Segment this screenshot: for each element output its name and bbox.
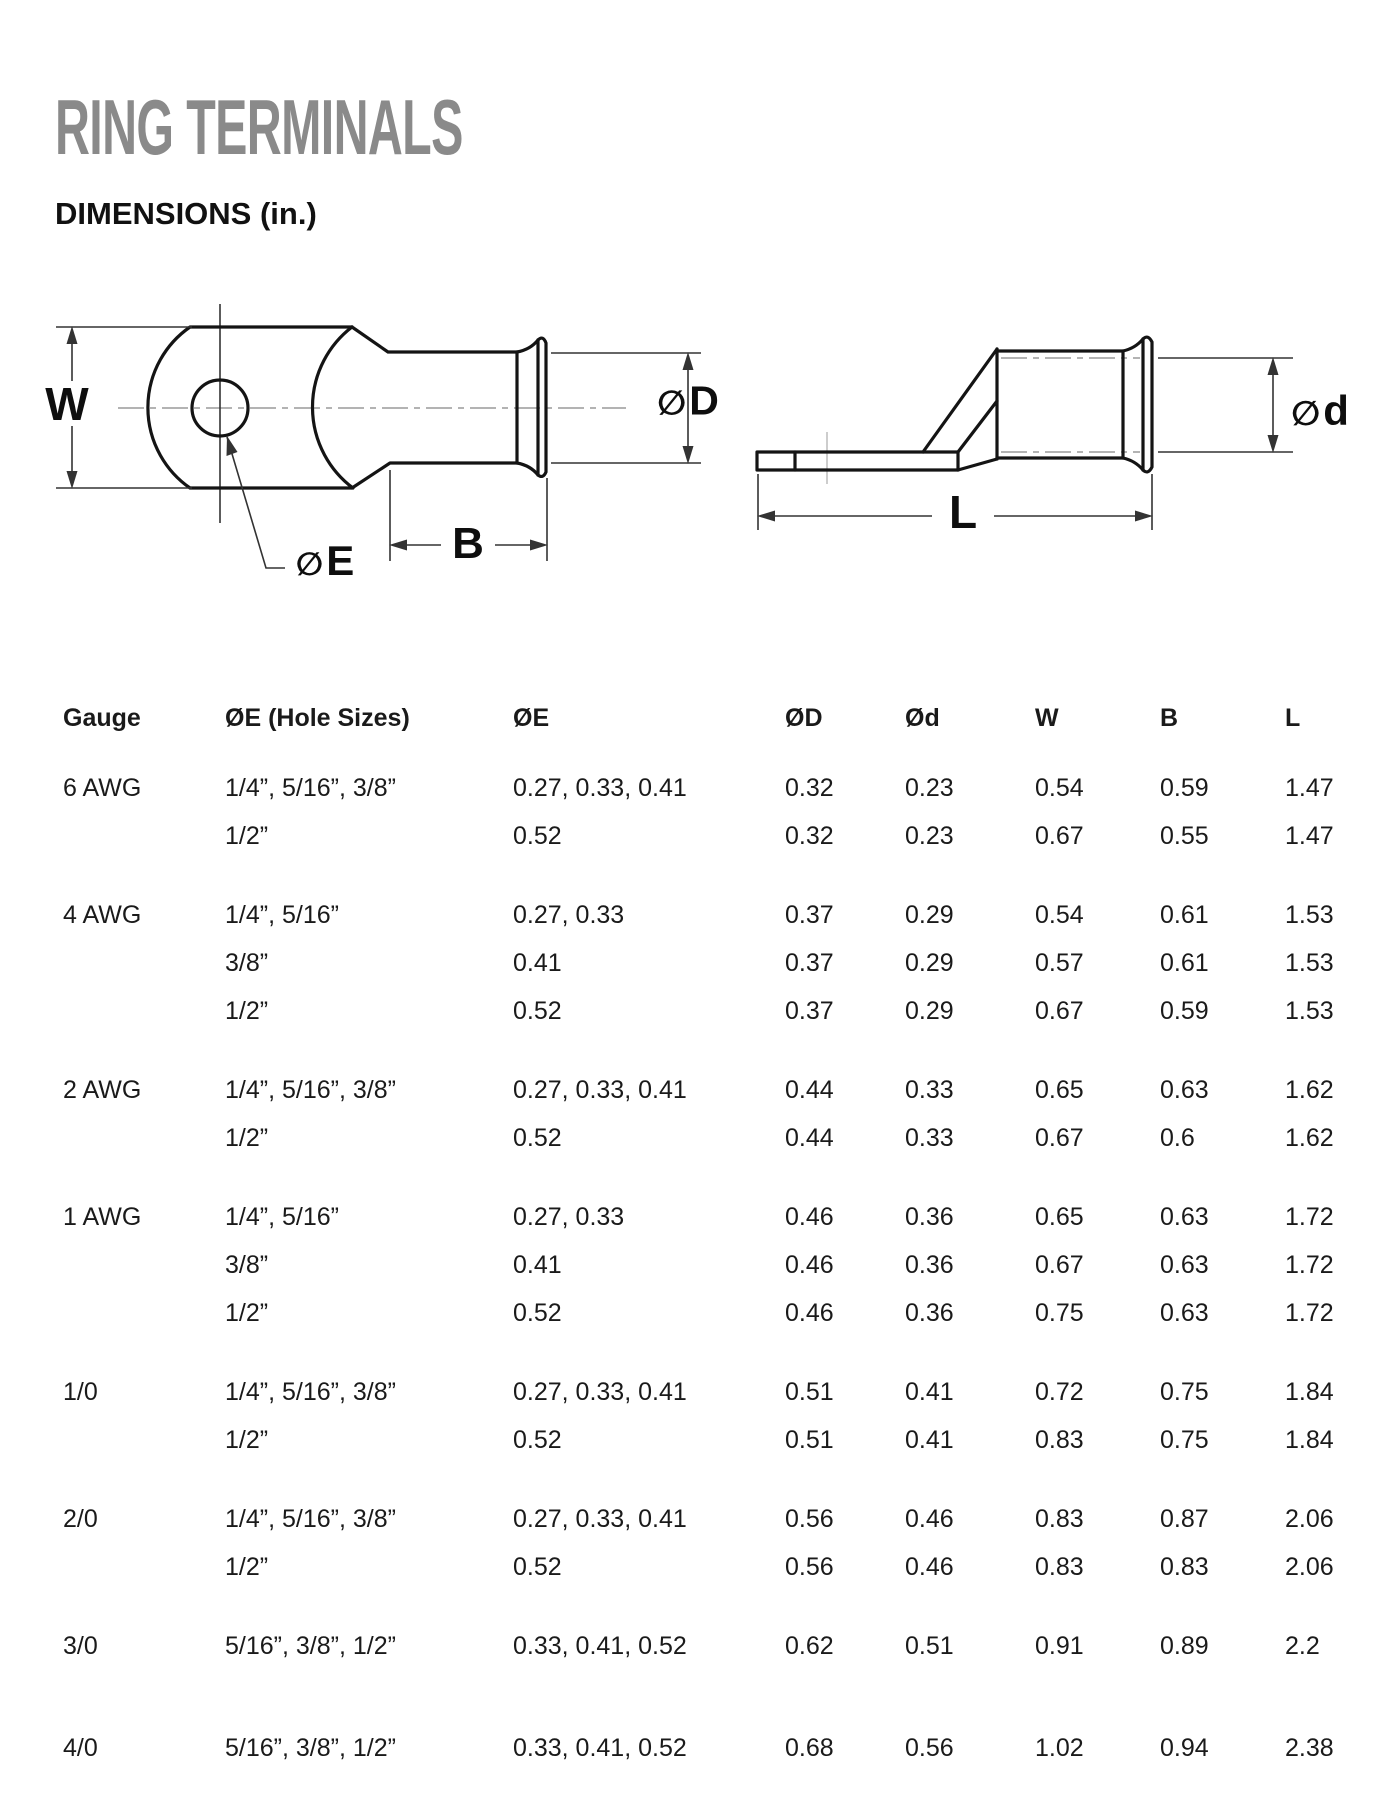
col-header-b: B xyxy=(1160,703,1179,732)
cell-od: 0.62 xyxy=(785,1631,834,1660)
cell-l: 1.53 xyxy=(1285,996,1334,1025)
dim-label-hole-diameter xyxy=(295,537,355,584)
cell-b: 0.94 xyxy=(1160,1733,1209,1762)
cell-w: 0.83 xyxy=(1035,1504,1084,1533)
cell-gauge: 6 AWG xyxy=(63,773,142,802)
cell-w: 0.75 xyxy=(1035,1298,1084,1327)
dimensions-table xyxy=(63,700,1373,1772)
table-row xyxy=(63,1289,1373,1337)
cell-w: 0.67 xyxy=(1035,1250,1084,1279)
table-row xyxy=(63,1241,1373,1289)
table-row xyxy=(63,1193,1373,1241)
cell-l: 1.47 xyxy=(1285,821,1334,850)
cell-l: 1.53 xyxy=(1285,900,1334,929)
cell-w: 1.02 xyxy=(1035,1733,1084,1762)
cell-od: 0.37 xyxy=(785,996,834,1025)
cell-od-small: 0.46 xyxy=(905,1552,954,1581)
cell-od: 0.32 xyxy=(785,821,834,850)
col-header-od-small: Ød xyxy=(905,703,940,732)
cell-b: 0.6 xyxy=(1160,1123,1195,1152)
dimensions-heading: DIMENSIONS (in.) xyxy=(55,196,317,231)
table-row xyxy=(63,1495,1373,1543)
cell-b: 0.55 xyxy=(1160,821,1209,850)
cell-oe: 0.52 xyxy=(513,821,562,850)
cell-w: 0.91 xyxy=(1035,1631,1084,1660)
cell-w: 0.67 xyxy=(1035,821,1084,850)
cell-od-small: 0.29 xyxy=(905,948,954,977)
cell-w: 0.67 xyxy=(1035,996,1084,1025)
cell-b: 0.63 xyxy=(1160,1075,1209,1104)
cell-od: 0.44 xyxy=(785,1123,834,1152)
col-header-od: ØD xyxy=(785,703,823,732)
cell-b: 0.75 xyxy=(1160,1377,1209,1406)
cell-od-small: 0.56 xyxy=(905,1733,954,1762)
cell-od-small: 0.33 xyxy=(905,1123,954,1152)
cell-hole-sizes: 1/2” xyxy=(225,996,269,1025)
table-row xyxy=(63,1543,1373,1591)
cell-oe: 0.52 xyxy=(513,1425,562,1454)
label-d-letter: D xyxy=(689,377,719,424)
cell-oe: 0.33, 0.41, 0.52 xyxy=(513,1733,687,1762)
cell-od: 0.56 xyxy=(785,1504,834,1533)
diameter-symbol: ∅ xyxy=(1291,394,1321,434)
diameter-symbol: ∅ xyxy=(657,383,687,424)
cell-oe: 0.27, 0.33, 0.41 xyxy=(513,1504,687,1533)
cell-od-small: 0.23 xyxy=(905,773,954,802)
cell-w: 0.83 xyxy=(1035,1552,1084,1581)
label-e-letter: E xyxy=(326,537,355,584)
dim-label-outer-diameter xyxy=(657,377,719,424)
cell-l: 1.62 xyxy=(1285,1075,1334,1104)
label-d-small-letter: d xyxy=(1323,387,1349,434)
cell-hole-sizes: 1/4”, 5/16” xyxy=(225,1202,339,1231)
table-body xyxy=(63,764,1373,1772)
cell-l: 1.84 xyxy=(1285,1377,1334,1406)
cell-l: 1.62 xyxy=(1285,1123,1334,1152)
cell-l: 1.72 xyxy=(1285,1202,1334,1231)
table-header-row xyxy=(63,700,1373,736)
cell-gauge: 4 AWG xyxy=(63,900,142,929)
table-row xyxy=(63,764,1373,812)
cell-gauge: 1/0 xyxy=(63,1377,98,1406)
cell-od-small: 0.41 xyxy=(905,1377,954,1406)
cell-od-small: 0.51 xyxy=(905,1631,954,1660)
table-row xyxy=(63,939,1373,987)
cell-oe: 0.52 xyxy=(513,1123,562,1152)
cell-l: 2.06 xyxy=(1285,1504,1334,1533)
label-w-letter: W xyxy=(45,378,89,430)
cell-b: 0.87 xyxy=(1160,1504,1209,1533)
cell-w: 0.67 xyxy=(1035,1123,1084,1152)
table-row xyxy=(63,812,1373,860)
cell-oe: 0.27, 0.33, 0.41 xyxy=(513,1377,687,1406)
top-view-diagram xyxy=(56,304,701,568)
cell-w: 0.72 xyxy=(1035,1377,1084,1406)
cell-od-small: 0.36 xyxy=(905,1202,954,1231)
cell-od: 0.46 xyxy=(785,1202,834,1231)
cell-w: 0.54 xyxy=(1035,900,1084,929)
cell-l: 1.47 xyxy=(1285,773,1334,802)
cell-b: 0.75 xyxy=(1160,1425,1209,1454)
table-row xyxy=(63,987,1373,1035)
dim-label-b xyxy=(452,519,484,568)
cell-oe: 0.33, 0.41, 0.52 xyxy=(513,1631,687,1660)
side-view-diagram xyxy=(757,337,1293,530)
cell-oe: 0.27, 0.33, 0.41 xyxy=(513,1075,687,1104)
cell-b: 0.89 xyxy=(1160,1631,1209,1660)
dim-label-l xyxy=(948,486,978,538)
label-b-letter: B xyxy=(452,519,484,568)
cell-oe: 0.41 xyxy=(513,948,562,977)
cell-od-small: 0.29 xyxy=(905,900,954,929)
cell-hole-sizes: 1/4”, 5/16”, 3/8” xyxy=(225,773,396,802)
diameter-symbol: ∅ xyxy=(295,545,324,583)
cell-od: 0.37 xyxy=(785,948,834,977)
table-row xyxy=(63,1066,1373,1114)
cell-hole-sizes: 1/4”, 5/16”, 3/8” xyxy=(225,1504,396,1533)
cell-b: 0.63 xyxy=(1160,1250,1209,1279)
cell-od: 0.51 xyxy=(785,1377,834,1406)
table-row xyxy=(63,891,1373,939)
cell-w: 0.65 xyxy=(1035,1202,1084,1231)
cell-l: 1.72 xyxy=(1285,1298,1334,1327)
cell-hole-sizes: 1/2” xyxy=(225,1123,269,1152)
cell-hole-sizes: 3/8” xyxy=(225,1250,269,1279)
cell-w: 0.83 xyxy=(1035,1425,1084,1454)
cell-l: 2.38 xyxy=(1285,1733,1334,1762)
cell-od: 0.46 xyxy=(785,1298,834,1327)
cell-w: 0.54 xyxy=(1035,773,1084,802)
cell-hole-sizes: 5/16”, 3/8”, 1/2” xyxy=(225,1733,396,1762)
cell-b: 0.83 xyxy=(1160,1552,1209,1581)
cell-b: 0.63 xyxy=(1160,1298,1209,1327)
label-l-letter: L xyxy=(948,486,978,538)
cell-gauge: 1 AWG xyxy=(63,1202,142,1231)
cell-od: 0.37 xyxy=(785,900,834,929)
cell-gauge: 3/0 xyxy=(63,1631,98,1660)
cell-oe: 0.52 xyxy=(513,996,562,1025)
cell-oe: 0.41 xyxy=(513,1250,562,1279)
cell-od-small: 0.33 xyxy=(905,1075,954,1104)
cell-hole-sizes: 1/2” xyxy=(225,1298,269,1327)
cell-hole-sizes: 1/2” xyxy=(225,821,269,850)
cell-oe: 0.52 xyxy=(513,1298,562,1327)
cell-od-small: 0.29 xyxy=(905,996,954,1025)
cell-od-small: 0.46 xyxy=(905,1504,954,1533)
cell-od: 0.32 xyxy=(785,773,834,802)
col-header-gauge: Gauge xyxy=(63,703,141,732)
cell-od: 0.51 xyxy=(785,1425,834,1454)
cell-od: 0.44 xyxy=(785,1075,834,1104)
cell-oe: 0.27, 0.33, 0.41 xyxy=(513,773,687,802)
cell-l: 2.2 xyxy=(1285,1631,1320,1660)
table-row xyxy=(63,1622,1373,1670)
cell-od: 0.46 xyxy=(785,1250,834,1279)
cell-l: 1.53 xyxy=(1285,948,1334,977)
cell-od-small: 0.36 xyxy=(905,1250,954,1279)
cell-b: 0.61 xyxy=(1160,948,1209,977)
cell-hole-sizes: 1/2” xyxy=(225,1425,269,1454)
cell-od: 0.56 xyxy=(785,1552,834,1581)
col-header-l: L xyxy=(1285,703,1301,732)
cell-oe: 0.27, 0.33 xyxy=(513,1202,625,1231)
cell-l: 1.84 xyxy=(1285,1425,1334,1454)
cell-hole-sizes: 5/16”, 3/8”, 1/2” xyxy=(225,1631,396,1660)
table-row xyxy=(63,1724,1373,1772)
page-title: RING TERMINALS xyxy=(55,83,463,171)
dim-label-w xyxy=(45,378,89,430)
cell-oe: 0.52 xyxy=(513,1552,562,1581)
col-header-hole-sizes: ØE (Hole Sizes) xyxy=(225,703,410,732)
cell-gauge: 2 AWG xyxy=(63,1075,142,1104)
cell-gauge: 4/0 xyxy=(63,1733,98,1762)
cell-w: 0.65 xyxy=(1035,1075,1084,1104)
cell-hole-sizes: 1/4”, 5/16”, 3/8” xyxy=(225,1377,396,1406)
cell-w: 0.57 xyxy=(1035,948,1084,977)
cell-gauge: 2/0 xyxy=(63,1504,98,1533)
dim-label-inner-diameter xyxy=(1291,387,1349,434)
cell-hole-sizes: 3/8” xyxy=(225,948,269,977)
cell-hole-sizes: 1/4”, 5/16”, 3/8” xyxy=(225,1075,396,1104)
table-row xyxy=(63,1368,1373,1416)
cell-hole-sizes: 1/4”, 5/16” xyxy=(225,900,339,929)
cell-od-small: 0.36 xyxy=(905,1298,954,1327)
table-row xyxy=(63,1416,1373,1464)
table-row xyxy=(63,1114,1373,1162)
cell-hole-sizes: 1/2” xyxy=(225,1552,269,1581)
cell-oe: 0.27, 0.33 xyxy=(513,900,625,929)
col-header-w: W xyxy=(1035,703,1059,732)
cell-od: 0.68 xyxy=(785,1733,834,1762)
cell-l: 2.06 xyxy=(1285,1552,1334,1581)
cell-od-small: 0.41 xyxy=(905,1425,954,1454)
cell-od-small: 0.23 xyxy=(905,821,954,850)
cell-l: 1.72 xyxy=(1285,1250,1334,1279)
cell-b: 0.63 xyxy=(1160,1202,1209,1231)
cell-b: 0.59 xyxy=(1160,996,1209,1025)
cell-b: 0.59 xyxy=(1160,773,1209,802)
cell-b: 0.61 xyxy=(1160,900,1209,929)
col-header-oe: ØE xyxy=(513,703,550,732)
